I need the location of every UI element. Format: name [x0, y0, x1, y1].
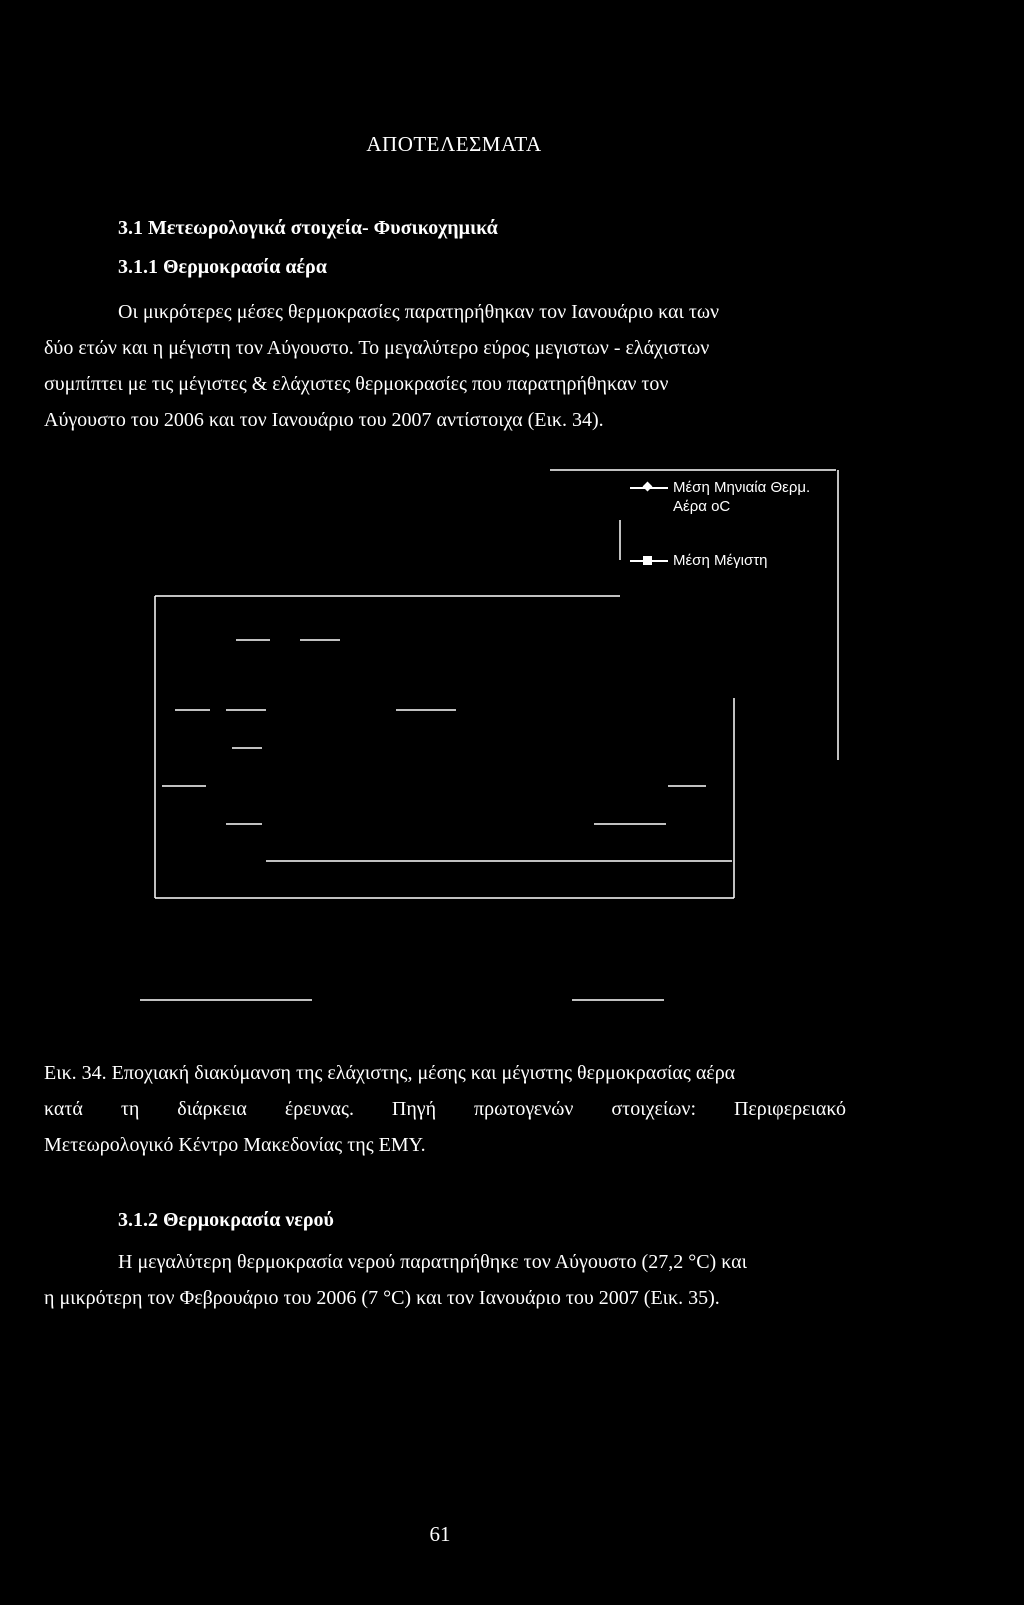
page-number: 61 [429, 1522, 451, 1546]
legend-label-continuation: Αέρα oC [673, 498, 731, 515]
subsection-heading-air-temperature: 3.1.1 Θερμοκρασία αέρα [118, 256, 327, 278]
paragraph-water-line: Η μεγαλύτερη θερμοκρασία νερού παρατηρήθηκε τον Αύγουστο (27,2 °C) και [118, 1251, 747, 1273]
paragraph-water-line: η μικρότερη τον Φεβρουάριο του 2006 (7 °C) και τον Ιανουάριο του 2007 (Εικ. 35). [44, 1287, 720, 1309]
square-marker-icon [630, 560, 668, 562]
legend-label: Μέση Μέγιστη [673, 552, 768, 569]
legend-item-mean-max [630, 552, 768, 569]
figure-caption-line: κατά τη διάρκεια έρευνας. Πηγή πρωτογενών στοιχείων: Περιφερειακό [44, 1098, 846, 1120]
page-title: ΑΠΟΤΕΛΕΣΜΑΤΑ [366, 132, 542, 156]
figure-caption-line: Εικ. 34. Εποχιακή διακύμανση της ελάχιστης, μέσης και μέγιστης θερμοκρασίας αέρα [44, 1062, 736, 1084]
figure-caption-line: Μετεωρολογικό Κέντρο Μακεδονίας της ΕΜΥ. [44, 1134, 426, 1156]
section-heading: 3.1 Μετεωρολογικά στοιχεία- Φυσικοχημικά [118, 217, 498, 239]
paragraph-air-line: συμπίπτει με τις μέγιστες & ελάχιστες θερμοκρασίες που παρατηρήθηκαν τον [44, 373, 669, 395]
legend-item-mean-monthly [630, 478, 810, 497]
paragraph-air-line: Αύγουστο του 2006 και τον Ιανουάριο του 2007 αντίστοιχα (Εικ. 34). [44, 409, 604, 431]
legend-label: Μέση Μηνιαία Θερμ. [673, 479, 811, 496]
diamond-marker-icon [630, 487, 668, 489]
paragraph-air-line: δύο ετών και η μέγιστη τον Αύγουστο. Το μεγαλύτερο εύρος μεγιστων - ελάχιστων [44, 337, 710, 359]
paragraph-air-line: Οι μικρότερες μέσες θερμοκρασίες παρατηρήθηκαν τον Ιανουάριο και των [118, 301, 720, 323]
subsection-heading-water-temperature: 3.1.2 Θερμοκρασία νερού [118, 1209, 334, 1231]
